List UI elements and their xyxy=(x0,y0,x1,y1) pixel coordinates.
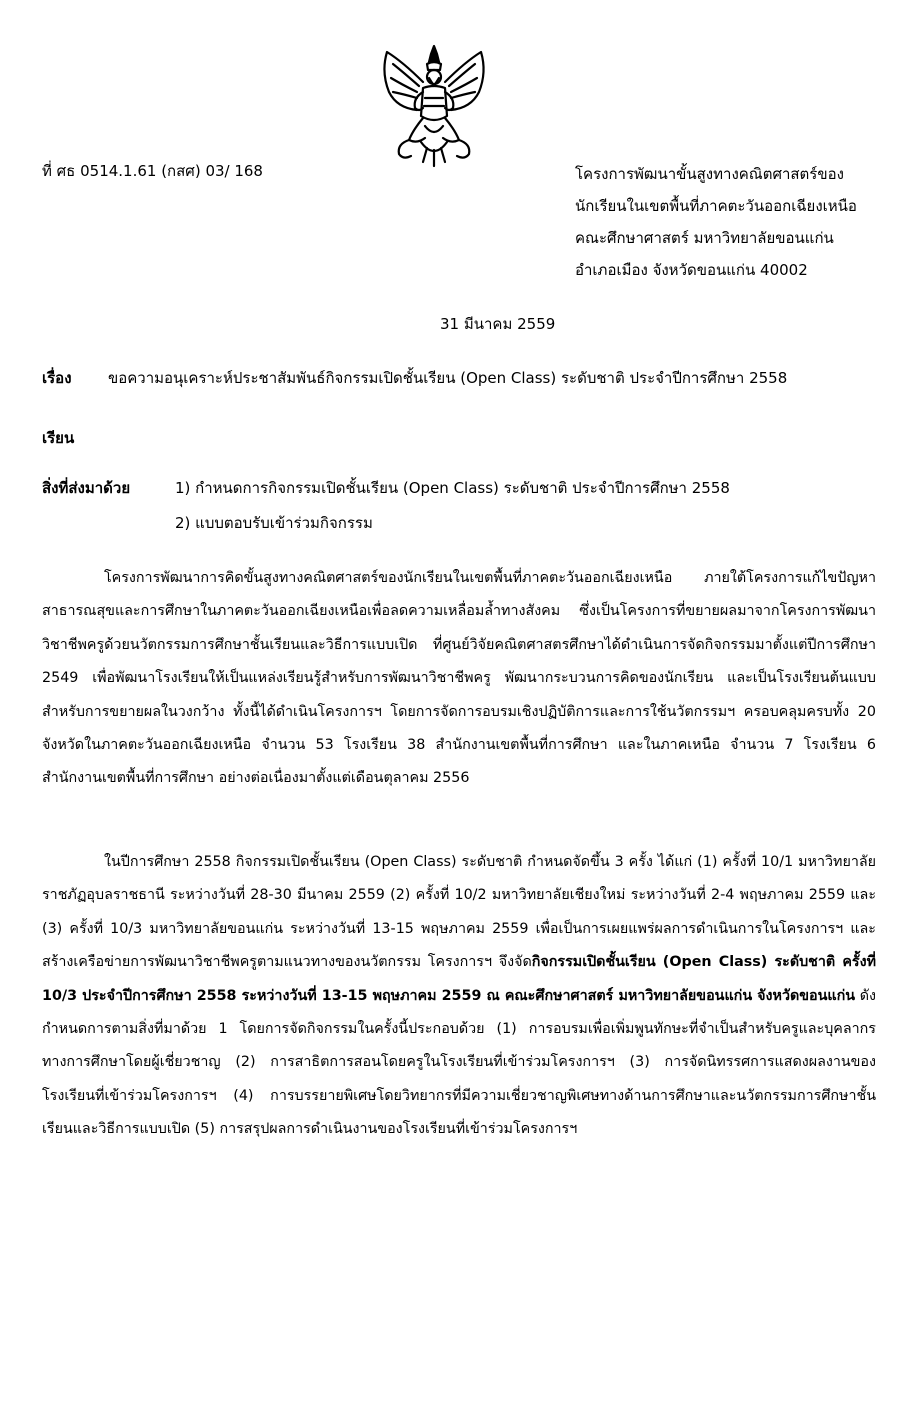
sender-address xyxy=(575,158,857,286)
enclosure-item: 1) กำหนดการกิจกรรมเปิดชั้นเรียน (Open Class) ระดับชาติ ประจำปีการศึกษา 2558 xyxy=(175,479,730,497)
body-paragraph-1 xyxy=(42,562,876,796)
subject-label: เรื่อง xyxy=(42,369,72,387)
paragraph-text: ในปีการศึกษา 2558 กิจกรรมเปิดชั้นเรียน (Open Class) ระดับชาติ กำหนดจัดขึ้น 3 ครั้ง ได้แก่ (1) ครั้งที่ 10/1 มหาวิทยาลัยราชภัฏอุบลราชธานี ระหว่างวันที่ 28-30 มีนาคม 2559 (2) ครั้งที่ 10/2 มหาวิทยาลัยเชียงใหม่ ระหว่างวันที่ 2-4 พฤษภาคม 2559 และ (3) ครั้งที่ 10/3 มหาวิทยาลัยขอนแก่น ระหว่างวันที่ 13-15 พฤษภาคม 2559 เพื่อเป็นการเผยแพร่ผลการดำเนินการในโครงการฯ และสร้างเครือข่ายการพัฒนาวิชาชีพครูตามแนวทางของนวัตกรรม โครงการฯ จึงจัด xyxy=(42,854,876,971)
paragraph-text: ดังกำหนดการตามสิ่งที่มาด้วย 1 โดยการจัดกิจกรรมในครั้งนี้ประกอบด้วย (1) การอบรมเพื่อเพิ่มพูนทักษะที่จำเป็นสำหรับครูและบุคลากรทางการศึกษาโดยผู้เชี่ยวชาญ (2) การสาธิตการสอนโดยครูในโรงเรียนที่เข้าร่วมโครงการฯ (3) การจัดนิทรรศการแสดงผลงานของโรงเรียนที่เข้าร่วมโครงการฯ (4) การบรรยายพิเศษโดยวิทยากรที่มีความเชี่ยวชาญพิเศษทางด้านการศึกษาและนวัตกรรมการศึกษาชั้นเรียนและวิธีการแบบเปิด (5) การสรุปผลการดำเนินงานของโรงเรียนที่เข้าร่วมโครงการฯ xyxy=(42,987,876,1138)
subject-line xyxy=(42,366,787,390)
enclosures-label: สิ่งที่ส่งมาด้วย xyxy=(42,479,131,497)
subject-text: ขอความอนุเคราะห์ประชาสัมพันธ์กิจกรรมเปิดชั้นเรียน (Open Class) ระดับชาติ ประจำปีการศึกษา 2558 xyxy=(108,369,788,387)
address-line: นักเรียนในเขตพื้นที่ภาคตะวันออกเฉียงเหนือ xyxy=(575,197,857,215)
address-line: คณะศึกษาศาสตร์ มหาวิทยาลัยขอนแก่น xyxy=(575,229,834,247)
paragraph-bold-text: กิจกรรมเปิดชั้นเรียน (Open Class) ระดับชาติ ครั้งที่ 10/3 ประจำปีการศึกษา 2558 ระหว่างวันที่ 13-15 พฤษภาคม 2559 ณ คณะศึกษาศาสตร์ มหาวิทยาลัยขอนแก่น จังหวัดขอนแก่น xyxy=(42,954,876,1004)
enclosures-line xyxy=(42,476,730,500)
address-line: อำเภอเมือง จังหวัดขอนแก่น 40002 xyxy=(575,261,808,279)
salutation: เรียน xyxy=(42,429,75,447)
reference-number: ที่ ศธ 0514.1.61 (กสศ) 03/ 168 xyxy=(42,162,263,180)
paragraph-text: โครงการพัฒนาการคิดขั้นสูงทางคณิตศาสตร์ของนักเรียนในเขตพื้นที่ภาคตะวันออกเฉียงเหนือ ภายใต้โครงการแก้ไขปัญหาสาธารณสุขและการศึกษาในภาคตะวันออกเฉียงเหนือเพื่อลดความเหลื่อมล้ำทางสังคม ซึ่งเป็นโครงการที่ขยายผลมาจากโครงการพัฒนาวิชาชีพครูด้วยนวัตกรรมการศึกษาชั้นเรียนและวิธีการแบบเปิด ที่ศูนย์วิจัยคณิตศาสตรศึกษาได้ดำเนินการจัดกิจกรรมมาตั้งแต่ปีการศึกษา 2549 เพื่อพัฒนาโรงเรียนให้เป็นแหล่งเรียนรู้สำหรับการพัฒนาวิชาชีพครู พัฒนากระบวนการคิดของนักเรียน และเป็นโรงเรียนต้นแบบสำหรับการขยายผลในวงกว้าง ทั้งนี้ได้ดำเนินโครงการฯ โดยการจัดการอบรมเชิงปฏิบัติการและการใช้นวัตกรรมฯ ครอบคลุมครบทั้ง 20 จังหวัดในภาคตะวันออกเฉียงเหนือ จำนวน 53 โรงเรียน 38 สำนักงานเขตพื้นที่การศึกษา และในภาคเหนือ จำนวน 7 โรงเรียน 6 สำนักงานเขตพื้นที่การศึกษา อย่างต่อเนื่องมาตั้งแต่เดือนตุลาคม 2556 xyxy=(42,570,876,787)
address-line: โครงการพัฒนาขั้นสูงทางคณิตศาสตร์ของ xyxy=(575,165,844,183)
body-paragraph-2 xyxy=(42,846,876,1147)
enclosure-item: 2) แบบตอบรับเข้าร่วมกิจกรรม xyxy=(175,514,373,532)
garuda-emblem-icon xyxy=(373,42,495,170)
letter-date: 31 มีนาคม 2559 xyxy=(440,315,556,333)
